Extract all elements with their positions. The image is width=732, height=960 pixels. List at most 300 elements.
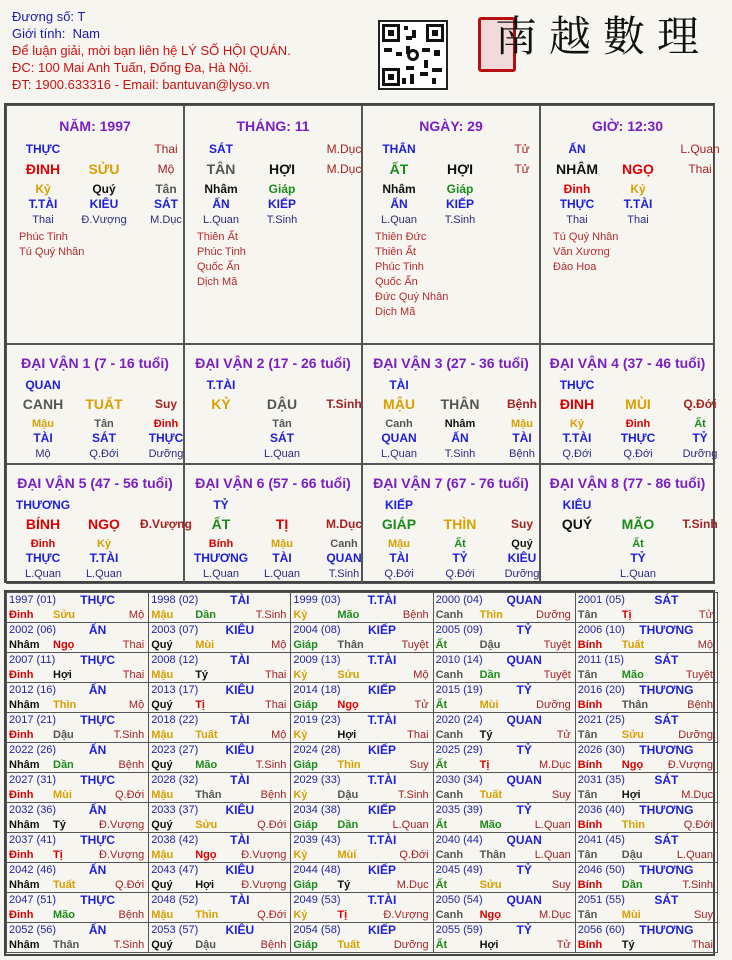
year-stem: Ất (435, 819, 448, 831)
year-cell (433, 922, 576, 953)
year-ten-god: THƯƠNG (639, 803, 694, 817)
hidden-god: TỶ (452, 551, 468, 565)
year-cell (575, 832, 718, 863)
year-cell (575, 862, 718, 893)
year-stage: M.Dục (396, 879, 429, 891)
year-label: 2041 (45) (577, 834, 625, 846)
year-branch: Hợi (337, 729, 357, 741)
dai-van-cell (540, 344, 718, 464)
year-label: 2026 (30) (577, 744, 625, 756)
year-branch: Tị (195, 699, 205, 711)
pillar-mid-value: ĐINH (25, 161, 61, 177)
dai-van-title: ĐẠI VẬN 5 (47 - 56 tuổi) (17, 475, 173, 491)
dai-van-stem: ĐINH (559, 396, 595, 412)
star-name: Phúc Tinh (375, 261, 424, 273)
year-stage: Thai (407, 729, 429, 741)
hidden-stem: Quý (511, 538, 533, 550)
year-branch: Dậu (479, 639, 501, 651)
dai-van-stem: ẤT (211, 516, 231, 532)
year-branch: Mùi (337, 849, 357, 861)
year-cell (148, 922, 291, 953)
year-cell (290, 892, 433, 923)
hidden-stage: L.Quan (24, 568, 62, 580)
year-cell (575, 802, 718, 833)
hidden-stem: Đinh (625, 418, 651, 430)
pillar-cell (184, 105, 362, 344)
hidden-stage: Dưỡng (682, 448, 718, 460)
hidden-stem: Tân (94, 418, 114, 430)
year-stem: Canh (435, 849, 464, 861)
year-label: 2034 (38) (293, 804, 341, 816)
hidden-stem: Bính (208, 538, 234, 550)
year-stem: Đinh (9, 789, 34, 801)
star-name: Dịch Mã (197, 276, 238, 288)
year-label: 2043 (47) (151, 864, 199, 876)
dai-van-title: ĐẠI VẬN 4 (37 - 46 tuổi) (549, 355, 706, 371)
year-stage: Thai (264, 699, 287, 711)
year-stem: Giáp (293, 939, 318, 951)
hidden-stage: L.Quan (85, 568, 123, 580)
pillar-row3-value: Đinh (563, 182, 591, 196)
qr-code-icon[interactable] (378, 20, 448, 90)
hidden-stage: Dưỡng (148, 448, 184, 460)
hidden-stem: Mậu (32, 418, 54, 430)
year-branch: Sửu (337, 669, 360, 681)
pillar-row3-value: Giáp (268, 182, 296, 196)
year-label: 2044 (48) (293, 864, 341, 876)
year-stem: Canh (435, 669, 464, 681)
year-stem: Nhâm (9, 639, 40, 651)
year-branch: Tý (621, 939, 635, 951)
pillar-row3-value: Nhâm (204, 182, 238, 196)
year-branch: Tuất (195, 729, 218, 741)
year-branch: Thìn (621, 819, 646, 831)
dai-van-cell (6, 464, 192, 584)
year-stage: Q.Đới (399, 849, 429, 861)
year-cell (575, 652, 718, 683)
year-label: 2052 (56) (9, 924, 57, 936)
pillar-row4-value: KIÊU (89, 197, 119, 211)
year-cell (148, 712, 291, 743)
year-branch: Tị (337, 909, 348, 921)
year-branch: Dậu (195, 939, 216, 951)
star-name: Thiên Ất (197, 231, 238, 243)
year-label: 2054 (58) (293, 924, 341, 936)
pillar-mid-value: M.Dục (326, 162, 362, 176)
year-ten-god: ẤN (88, 923, 107, 937)
dai-van-god: TÀI (389, 378, 409, 392)
year-label: 2013 (17) (151, 684, 199, 696)
year-branch: Tị (479, 759, 490, 771)
year-label: 2003 (07) (151, 624, 199, 636)
pillar-row5-value: T.Sinh (266, 214, 298, 226)
year-branch: Dần (337, 819, 359, 831)
year-ten-god: KIÊU (225, 623, 255, 637)
year-label: 2024 (28) (293, 744, 341, 756)
dai-van-stem: KỶ (211, 396, 231, 412)
year-cell (6, 802, 149, 833)
hidden-stage: Mộ (35, 448, 51, 460)
year-stage: M.Dục (539, 759, 571, 771)
year-ten-god: THƯƠNG (639, 623, 694, 637)
hidden-stem: Đinh (30, 538, 56, 550)
pillar-row5-value: L.Quan (380, 214, 418, 226)
year-stage: Q.Đới (257, 909, 287, 921)
year-ten-god: T.TÀI (367, 713, 397, 727)
hidden-god: KIÊU (507, 551, 537, 565)
hidden-stage: L.Quan (263, 568, 301, 580)
year-cell (6, 832, 149, 863)
year-ten-god: T.TÀI (367, 653, 397, 667)
year-label: 2002 (06) (9, 624, 57, 636)
year-ten-god: QUAN (506, 653, 542, 667)
dai-van-branch: MÃO (621, 516, 655, 532)
year-cell (575, 742, 718, 773)
year-stage: M.Dục (539, 909, 571, 921)
year-stem: Bính (577, 639, 603, 651)
year-label: 2021 (25) (577, 714, 625, 726)
pillar-row4-value: T.TÀI (28, 197, 58, 211)
year-stem: Ất (435, 879, 448, 891)
pillar-cell (362, 105, 540, 344)
year-stem: Canh (435, 609, 464, 621)
year-ten-god: QUAN (506, 773, 542, 787)
year-label: 2040 (44) (435, 834, 483, 846)
year-label: 2050 (54) (435, 894, 483, 906)
year-cell (433, 682, 576, 713)
year-stem: Nhâm (9, 879, 40, 891)
year-stem: Ất (435, 699, 448, 711)
hidden-stage: L.Quan (619, 568, 657, 580)
pillar-mid-value: HỢI (447, 161, 473, 177)
year-stem: Canh (435, 729, 464, 741)
pillar-row3-value: Kỷ (35, 182, 51, 196)
year-stage: Bệnh (118, 759, 145, 771)
hidden-stage: L.Quan (380, 448, 418, 460)
year-stage: Đ.Vượng (99, 849, 145, 861)
year-ten-god: T.TÀI (367, 833, 397, 847)
pillar-mid-value: NHÂM (556, 161, 598, 177)
year-label: 2031 (35) (577, 774, 625, 786)
year-label: 1999 (03) (293, 594, 341, 606)
hidden-stem: Mậu (388, 538, 410, 550)
hidden-stem: Mậu (271, 538, 293, 550)
year-cell (575, 592, 718, 623)
year-label: 2045 (49) (435, 864, 483, 876)
dai-van-stem: BÍNH (25, 516, 61, 532)
year-ten-god: KIẾP (367, 623, 396, 637)
year-stem: Canh (435, 789, 464, 801)
year-branch: Tuất (479, 789, 502, 801)
address-line: ĐC: 100 Mai Anh Tuấn, Đống Đa, Hà Nội. (12, 60, 252, 75)
pillar-grid (4, 103, 720, 583)
year-ten-god: KIẾP (367, 863, 396, 877)
year-cell (6, 862, 149, 893)
star-name: Văn Xương (553, 246, 610, 258)
pillar-row5-value: Thai (566, 214, 588, 226)
year-stem: Ất (435, 939, 448, 951)
year-label: 2015 (19) (435, 684, 483, 696)
year-stem: Quý (151, 699, 173, 711)
year-stem: Mậu (151, 909, 174, 921)
year-label: 2032 (36) (9, 804, 57, 816)
year-branch: Tý (195, 669, 209, 681)
year-stage: Tử (698, 609, 713, 621)
year-stage: Mộ (413, 669, 429, 681)
year-cell (148, 652, 291, 683)
hidden-god: SÁT (92, 431, 116, 445)
pillar-title: THÁNG: 11 (236, 118, 310, 134)
pillar-row4-value: SÁT (154, 197, 178, 211)
year-branch: Hợi (621, 789, 641, 801)
dai-van-stage: Suy (510, 517, 533, 531)
year-label: 2055 (59) (435, 924, 483, 936)
year-cell (290, 622, 433, 653)
year-ten-god: KIÊU (225, 683, 255, 697)
year-stage: Q.Đới (257, 819, 287, 831)
year-label: 2009 (13) (293, 654, 341, 666)
year-cell (6, 742, 149, 773)
pillar-row5-value: Đ.Vượng (81, 214, 127, 226)
hidden-god: THỰC (25, 551, 61, 565)
pillar-title: GIỜ: 12:30 (591, 118, 664, 134)
year-ten-god: QUAN (506, 713, 542, 727)
year-label: 2035 (39) (435, 804, 483, 816)
year-ten-god: SÁT (654, 773, 679, 787)
year-branch: Sửu (195, 819, 218, 831)
hidden-stage: L.Quan (263, 448, 301, 460)
year-stem: Mậu (151, 849, 174, 861)
year-ten-god: THƯƠNG (639, 743, 694, 757)
dai-van-title: ĐẠI VẬN 1 (7 - 16 tuổi) (21, 355, 169, 371)
year-branch: Sửu (621, 729, 644, 741)
year-cell (575, 922, 718, 953)
year-stem: Đinh (9, 849, 34, 861)
phone-email-line[interactable]: ĐT: 1900.633316 - Email: bantuvan@lyso.vn (12, 77, 270, 92)
year-cell (6, 682, 149, 713)
year-stage: Dưỡng (393, 939, 429, 951)
gender-value: Nam (72, 26, 101, 41)
year-ten-god: SÁT (654, 593, 679, 607)
year-stem: Giáp (293, 819, 318, 831)
year-ten-god: KIẾP (367, 803, 396, 817)
year-ten-god: KIẾP (367, 743, 396, 757)
dai-van-cell (6, 344, 184, 464)
year-ten-god: TÀI (230, 773, 250, 787)
pillar-top-value: THỰC (25, 142, 61, 156)
year-branch: Tuất (53, 879, 76, 891)
year-branch: Tý (479, 729, 493, 741)
pillar-mid-value: HỢI (269, 161, 295, 177)
year-label: 2007 (11) (9, 654, 56, 666)
year-stage: Đ.Vượng (241, 849, 287, 861)
year-label: 2027 (31) (9, 774, 57, 786)
year-branch: Mão (195, 759, 218, 771)
year-ten-god: THỰC (80, 713, 115, 727)
year-stem: Nhâm (9, 819, 40, 831)
dai-van-stage: Q.Đới (683, 397, 717, 411)
year-ten-god: TÀI (230, 713, 250, 727)
year-stage: Mộ (697, 639, 713, 651)
year-branch: Thân (479, 849, 506, 861)
pillar-row5-value: T.Sinh (444, 214, 476, 226)
year-cell (148, 802, 291, 833)
year-stage: L.Quan (392, 819, 429, 831)
dai-van-branch: THÌN (443, 516, 477, 532)
dai-van-stage: T.Sinh (682, 517, 718, 531)
year-stem: Tân (577, 669, 598, 681)
year-ten-god: T.TÀI (367, 773, 397, 787)
year-stem: Kỷ (293, 729, 308, 741)
star-name: Tú Quý Nhân (553, 231, 619, 243)
star-name: Dịch Mã (375, 306, 416, 318)
year-ten-god: TỶ (516, 623, 532, 637)
year-label: 2036 (40) (577, 804, 625, 816)
pillar-top-value: ẤN (568, 142, 586, 156)
year-ten-god: ẤN (88, 623, 107, 637)
year-label: 2042 (46) (9, 864, 57, 876)
year-label: 2039 (43) (293, 834, 341, 846)
year-ten-god: ẤN (88, 743, 107, 757)
year-cell (6, 772, 149, 803)
year-stem: Đinh (9, 909, 34, 921)
hidden-stage: T.Sinh (328, 568, 360, 580)
subject-label: Đương số: (12, 9, 75, 24)
pillar-mid-value: Mộ (157, 162, 175, 176)
year-branch: Tị (53, 849, 63, 861)
gender-line (12, 25, 291, 42)
year-stage: Thai (691, 939, 713, 951)
year-branch: Ngọ (621, 759, 644, 771)
year-cell (290, 742, 433, 773)
year-cell (575, 892, 718, 923)
year-stem: Bính (577, 879, 603, 891)
year-ten-god: TỶ (516, 803, 532, 817)
year-label: 2053 (57) (151, 924, 199, 936)
year-stem: Quý (151, 639, 173, 651)
hidden-stem: Ất (454, 538, 466, 550)
year-stem: Kỷ (293, 789, 308, 801)
year-branch: Thân (621, 699, 649, 711)
year-label: 2037 (41) (9, 834, 57, 846)
year-ten-god: QUAN (506, 893, 542, 907)
year-stage: Đ.Vượng (383, 909, 429, 921)
year-ten-god: T.TÀI (367, 893, 397, 907)
dai-van-god: T.TÀI (206, 378, 236, 392)
year-stage: T.Sinh (255, 609, 287, 621)
year-stage: T.Sinh (113, 939, 145, 951)
year-cell (148, 832, 291, 863)
pillar-row4-value: KIẾP (267, 197, 296, 211)
year-cell (148, 742, 291, 773)
year-label: 2029 (33) (293, 774, 341, 786)
year-ten-god: TÀI (230, 893, 250, 907)
year-stage: Mộ (271, 729, 287, 741)
year-cell (290, 862, 433, 893)
year-stem: Tân (577, 909, 598, 921)
hidden-stem: Canh (330, 538, 358, 550)
year-branch: Tuất (337, 939, 360, 951)
year-cell (433, 802, 576, 833)
year-cell (290, 802, 433, 833)
year-ten-god: QUAN (506, 833, 542, 847)
year-stem: Kỷ (293, 609, 308, 621)
dai-van-stage: Bệnh (507, 397, 537, 411)
year-stage: Thai (122, 639, 145, 651)
dai-van-branch: TUẤT (85, 396, 123, 412)
year-branch: Dần (195, 609, 216, 621)
dai-van-title: ĐẠI VẬN 2 (17 - 26 tuổi) (195, 355, 351, 371)
dai-van-branch: DẬU (266, 396, 298, 412)
year-ten-god: KIẾP (367, 683, 396, 697)
year-cell (575, 682, 718, 713)
hidden-god: TÀI (33, 431, 53, 445)
year-stage: Dưỡng (678, 729, 713, 741)
hidden-stem: Kỷ (569, 418, 585, 430)
year-label: 2028 (32) (151, 774, 199, 786)
dai-van-branch: NGỌ (88, 516, 120, 532)
year-ten-god: T.TÀI (367, 593, 397, 607)
hidden-god: THƯƠNG (193, 551, 249, 565)
year-branch: Tị (621, 609, 632, 621)
pillar-top-value: Tử (514, 142, 530, 156)
year-stem: Nhâm (9, 759, 40, 771)
year-label: 2008 (12) (151, 654, 199, 666)
star-name: Tú Quý Nhân (19, 246, 85, 258)
year-ten-god: ẤN (88, 863, 107, 877)
year-stage: L.Quan (534, 849, 571, 861)
year-branch: Dậu (621, 849, 643, 861)
year-cell (433, 862, 576, 893)
year-ten-god: TỶ (516, 683, 532, 697)
year-ten-god: KIẾP (367, 923, 396, 937)
year-label: 1998 (02) (151, 594, 199, 606)
hidden-stage: T.Sinh (444, 448, 476, 460)
gender-label: Giới tính: (12, 26, 66, 41)
year-branch: Mão (337, 609, 360, 621)
year-ten-god: THỰC (80, 833, 115, 847)
year-cell (433, 622, 576, 653)
annual-luck-table (4, 590, 715, 956)
star-name: Đức Quý Nhân (375, 291, 449, 303)
year-stage: Bệnh (118, 909, 145, 921)
year-label: 2011 (15) (577, 654, 625, 666)
hidden-stem: Tân (272, 418, 292, 430)
year-stage: Tuyệt (543, 669, 571, 681)
hidden-stage: Bệnh (509, 448, 535, 460)
brand-logo: 南越數理 (495, 12, 712, 61)
year-label: 2049 (53) (293, 894, 341, 906)
year-cell (148, 622, 291, 653)
pillar-top-value: M.Dục (326, 142, 362, 156)
year-branch: Dậu (337, 789, 359, 801)
hidden-god: TÀI (512, 431, 532, 445)
hidden-stem: Ất (694, 418, 706, 430)
year-branch: Thìn (479, 609, 503, 621)
year-ten-god: THỰC (80, 593, 115, 607)
dai-van-stem: CANH (22, 396, 64, 412)
year-stem: Quý (151, 759, 173, 771)
pillar-row4-value: ẤN (390, 197, 408, 211)
year-ten-god: KIÊU (225, 803, 255, 817)
year-branch: Tuất (621, 639, 645, 651)
dai-van-stem: MẬU (383, 396, 415, 412)
dai-van-title: ĐẠI VẬN 8 (77 - 86 tuổi) (549, 475, 706, 491)
year-cell (575, 712, 718, 743)
hidden-stem: Kỷ (96, 538, 112, 550)
year-ten-god: TÀI (230, 833, 250, 847)
year-ten-god: THƯƠNG (639, 683, 694, 697)
